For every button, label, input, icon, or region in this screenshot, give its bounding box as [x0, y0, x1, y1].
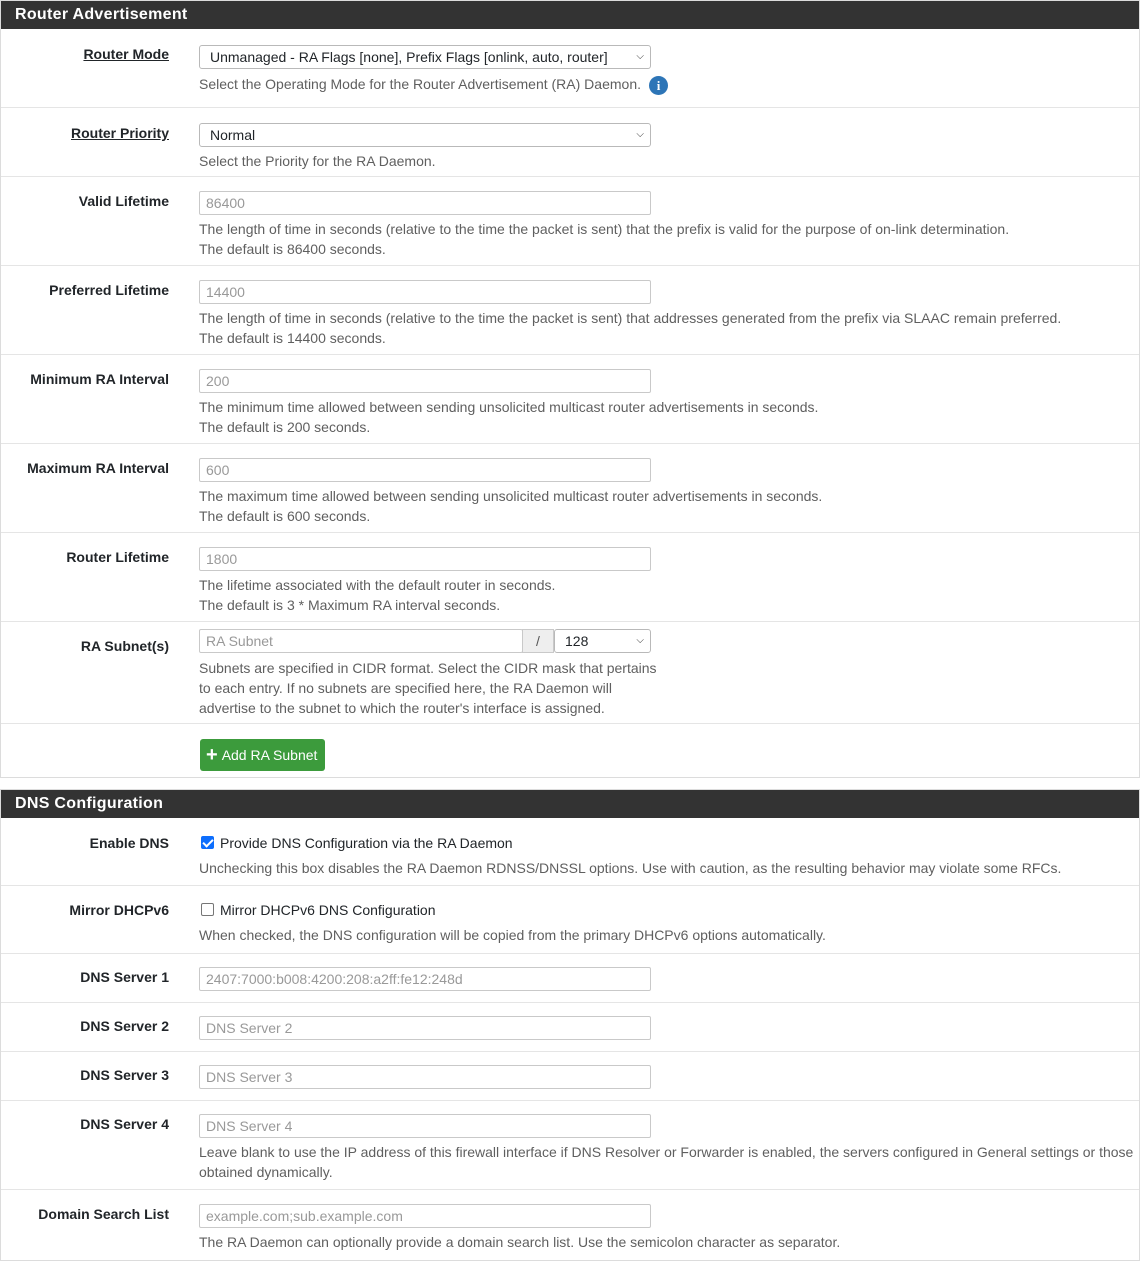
cidr-separator: /	[522, 629, 554, 653]
router-priority-label[interactable]: Router Priority	[70, 125, 169, 141]
mirror-dhcpv6-checkbox-label[interactable]: Mirror DHCPv6 DNS Configuration	[220, 902, 436, 919]
max-ra-interval-input[interactable]	[199, 458, 651, 482]
enable-dns-checkbox-group[interactable]	[201, 834, 513, 851]
valid-lifetime-label: Valid Lifetime	[78, 193, 169, 209]
preferred-lifetime-help-line2: The default is 14400 seconds.	[199, 330, 386, 346]
router-mode-help	[199, 74, 668, 95]
dns-server-4-help-line1: Leave blank to use the IP address of this firewall interface if DNS Resolver or Forwarder is enabled, the servers configured in General settings or those	[199, 1144, 1134, 1160]
row-router-lifetime	[1, 533, 1139, 622]
router-priority-value: Normal	[210, 127, 256, 143]
dns-server-3-input[interactable]	[199, 1065, 651, 1089]
max-ra-interval-help	[199, 486, 822, 526]
row-add-ra-subnet	[1, 724, 1139, 777]
domain-search-list-label: Domain Search List	[38, 1206, 169, 1222]
row-preferred-lifetime	[1, 266, 1139, 355]
panel-title: Router Advertisement	[1, 1, 1139, 29]
router-lifetime-help-line2: The default is 3 * Maximum RA interval seconds.	[199, 597, 501, 613]
dns-server-4-help	[199, 1142, 1134, 1182]
enable-dns-checkbox-label[interactable]: Provide DNS Configuration via the RA Daemon	[220, 835, 513, 852]
router-lifetime-input[interactable]	[199, 547, 651, 571]
chevron-down-icon: ⌵	[636, 51, 644, 62]
panel-title: DNS Configuration	[1, 790, 1139, 818]
min-ra-interval-label: Minimum RA Interval	[30, 371, 169, 387]
mirror-dhcpv6-label: Mirror DHCPv6	[69, 902, 169, 918]
chevron-down-icon: ⌵	[636, 129, 644, 140]
dns-server-4-label: DNS Server 4	[80, 1116, 169, 1132]
plus-icon: +	[206, 744, 218, 767]
router-priority-select[interactable]	[199, 123, 651, 147]
router-lifetime-label: Router Lifetime	[66, 549, 169, 565]
preferred-lifetime-help	[199, 308, 1061, 348]
dns-server-4-input[interactable]	[199, 1114, 651, 1138]
enable-dns-help: Unchecking this box disables the RA Daemon RDNSS/DNSSL options. Use with caution, as the resulting behavior may violate some RFCs.	[199, 860, 1062, 876]
dns-server-4-help-line2: obtained dynamically.	[199, 1164, 333, 1180]
ra-subnets-help-line3: advertise to the subnet to which the router's interface is assigned.	[199, 700, 605, 716]
dns-server-3-label: DNS Server 3	[80, 1067, 169, 1083]
max-ra-interval-help-line1: The maximum time allowed between sending unsolicited multicast router advertisements in seconds.	[199, 488, 823, 504]
router-mode-select[interactable]	[199, 45, 651, 69]
row-enable-dns	[1, 818, 1139, 886]
row-domain-search-list	[1, 1190, 1139, 1260]
row-max-ra-interval	[1, 444, 1139, 533]
row-ra-subnets	[1, 622, 1139, 724]
min-ra-interval-help	[199, 397, 818, 437]
max-ra-interval-label: Maximum RA Interval	[27, 460, 169, 476]
row-dns-server-1	[1, 954, 1139, 1003]
router-lifetime-help	[199, 575, 555, 615]
domain-search-list-input[interactable]	[199, 1204, 651, 1228]
router-lifetime-help-line1: The lifetime associated with the default router in seconds.	[199, 577, 556, 593]
add-ra-subnet-button[interactable]	[200, 739, 325, 771]
row-dns-server-3	[1, 1052, 1139, 1101]
mirror-dhcpv6-help: When checked, the DNS configuration will be copied from the primary DHCPv6 options automatically.	[199, 927, 826, 943]
dns-server-1-label: DNS Server 1	[80, 969, 169, 985]
preferred-lifetime-input[interactable]	[199, 280, 651, 304]
row-valid-lifetime	[1, 177, 1139, 266]
row-dns-server-2	[1, 1003, 1139, 1052]
mirror-dhcpv6-checkbox[interactable]	[201, 903, 214, 916]
cidr-mask-select[interactable]	[554, 629, 651, 653]
row-router-priority	[1, 108, 1139, 177]
chevron-down-icon: ⌵	[636, 635, 644, 646]
row-min-ra-interval	[1, 355, 1139, 444]
min-ra-interval-input[interactable]	[199, 369, 651, 393]
preferred-lifetime-label: Preferred Lifetime	[49, 282, 169, 298]
valid-lifetime-input[interactable]	[199, 191, 651, 215]
ra-subnets-label: RA Subnet(s)	[80, 638, 169, 654]
router-priority-help: Select the Priority for the RA Daemon.	[199, 153, 436, 169]
valid-lifetime-help-line1: The length of time in seconds (relative to the time the packet is sent) that the prefix is valid for the purpose of on-link determination.	[199, 221, 1010, 237]
ra-subnets-help-line2: to each entry. If no subnets are specified here, the RA Daemon will	[199, 680, 612, 696]
max-ra-interval-help-line2: The default is 600 seconds.	[199, 508, 371, 524]
valid-lifetime-help	[199, 219, 1009, 259]
mirror-dhcpv6-checkbox-group[interactable]	[201, 901, 436, 918]
dns-server-2-label: DNS Server 2	[80, 1018, 169, 1034]
min-ra-interval-help-line1: The minimum time allowed between sending unsolicited multicast router advertisements in seconds.	[199, 399, 819, 415]
dns-server-2-input[interactable]	[199, 1016, 651, 1040]
ra-subnets-help	[199, 658, 657, 718]
valid-lifetime-help-line2: The default is 86400 seconds.	[199, 241, 386, 257]
router-mode-value: Unmanaged - RA Flags [none], Prefix Flags [onlink, auto, router]	[210, 49, 608, 65]
ra-subnet-input[interactable]	[199, 629, 523, 653]
row-router-mode	[1, 29, 1139, 108]
min-ra-interval-help-line2: The default is 200 seconds.	[199, 419, 371, 435]
cidr-mask-value: 128	[565, 633, 589, 649]
router-mode-label[interactable]: Router Mode	[83, 46, 169, 62]
dns-server-1-input[interactable]	[199, 967, 651, 991]
row-mirror-dhcpv6	[1, 886, 1139, 954]
enable-dns-checkbox[interactable]	[201, 836, 214, 849]
dns-configuration-panel	[0, 789, 1140, 1261]
info-icon[interactable]: i	[649, 76, 668, 95]
domain-search-list-help: The RA Daemon can optionally provide a domain search list. Use the semicolon character as separator.	[199, 1234, 841, 1250]
enable-dns-label: Enable DNS	[89, 835, 169, 851]
preferred-lifetime-help-line1: The length of time in seconds (relative to the time the packet is sent) that addresses generated from the prefix via SLAAC remain preferred.	[199, 310, 1062, 326]
router-mode-help-text: Select the Operating Mode for the Router Advertisement (RA) Daemon.	[199, 76, 641, 92]
row-dns-server-4	[1, 1101, 1139, 1190]
add-ra-subnet-label: Add RA Subnet	[221, 747, 318, 763]
ra-subnets-help-line1: Subnets are specified in CIDR format. Select the CIDR mask that pertains	[199, 660, 657, 676]
